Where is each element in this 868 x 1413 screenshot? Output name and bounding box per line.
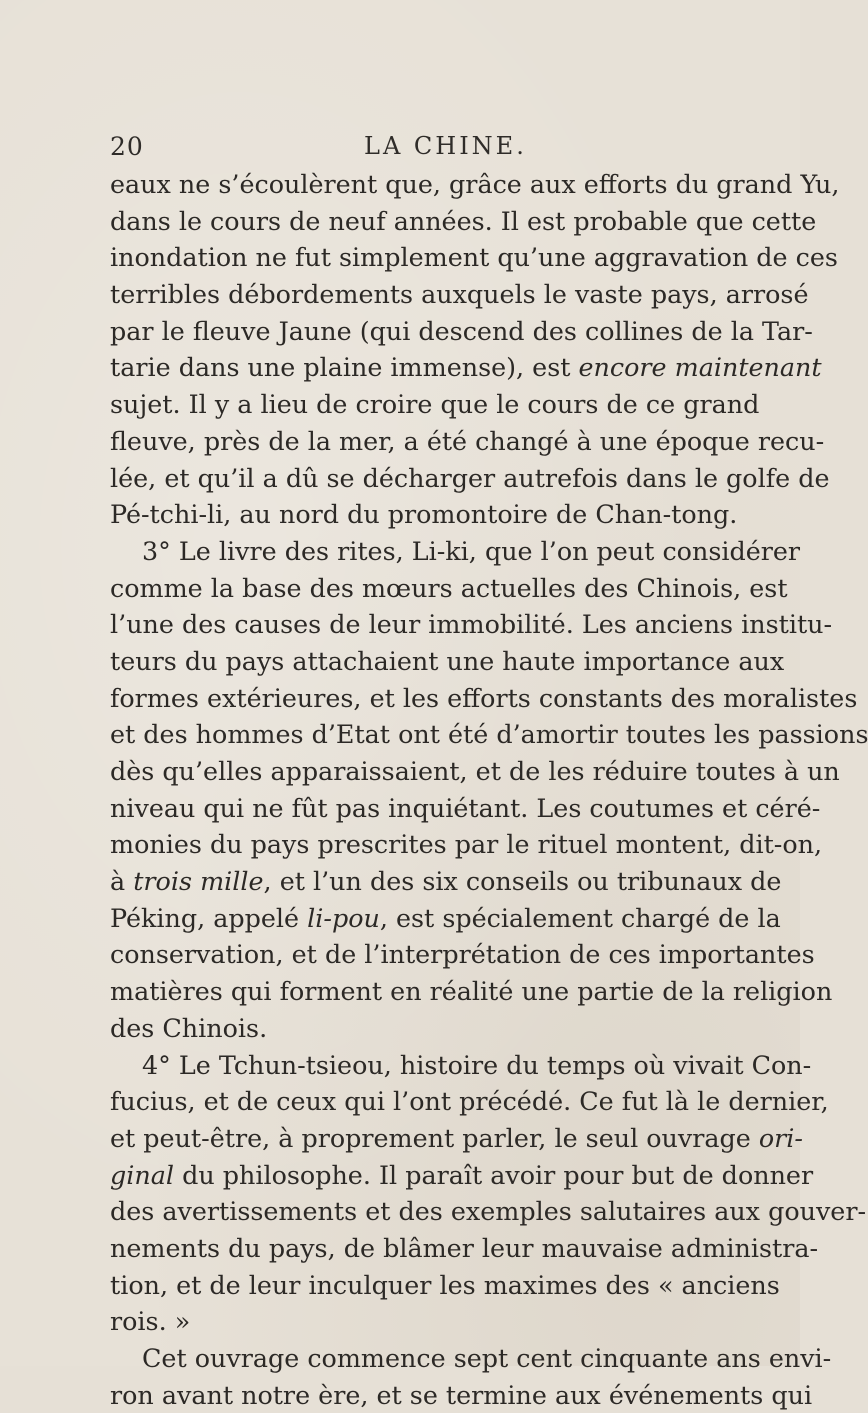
body-text xyxy=(110,166,868,1413)
text-line xyxy=(110,570,788,607)
text-run: et peut-être, à proprement parler, le seul ouvrage xyxy=(110,1122,759,1153)
text-run: 3° Le livre des rites, Li-ki, que l’on peut considérer xyxy=(142,535,801,566)
text-run: eaux ne s’écoulèrent que, grâce aux efforts du grand Yu, xyxy=(110,169,840,199)
text-line xyxy=(110,936,815,973)
text-run: teurs du pays attachaient une haute importance aux xyxy=(110,645,785,676)
text-line xyxy=(110,276,809,313)
text-line xyxy=(110,753,840,790)
running-head: LA CHINE. xyxy=(364,132,527,160)
text-run: , et l’un des six conseils ou tribunaux de xyxy=(263,866,782,897)
text-line xyxy=(110,1230,819,1267)
text-line xyxy=(110,423,825,460)
text-line xyxy=(110,1010,732,1047)
text-line xyxy=(110,1303,732,1340)
text-line xyxy=(110,643,785,680)
text-run: par le fleuve Jaune (qui descend des collines de la Tar- xyxy=(110,315,813,346)
text-line xyxy=(110,716,868,753)
text-line xyxy=(110,533,801,570)
text-line xyxy=(110,1193,867,1230)
text-run: comme la base des mœurs actuelles des Chinois, est xyxy=(110,572,788,603)
text-run: tion, et de leur inculquer les maximes des « anciens xyxy=(110,1269,780,1300)
text-line xyxy=(110,239,838,276)
text-line xyxy=(110,1083,829,1120)
text-line xyxy=(110,496,738,533)
text-run: , est spécialement chargé de la xyxy=(379,902,781,933)
text-line xyxy=(110,863,782,900)
text-run: fucius, et de ceux qui l’ont précédé. Ce fut là le dernier, xyxy=(110,1086,829,1117)
text-run: et des hommes d’Etat ont été d’amortir toutes les passions xyxy=(110,719,868,750)
page-header xyxy=(110,132,730,168)
text-run: inondation ne fut simplement qu’une aggravation de ces xyxy=(110,242,838,273)
text-run: Cet ouvrage commence sept cent cinquante ans envi- xyxy=(142,1343,832,1373)
text-line xyxy=(110,1377,813,1413)
text-run: dans le cours de neuf années. Il est probable que cette xyxy=(110,205,817,236)
text-line xyxy=(110,166,840,203)
text-run: Péking, appelé xyxy=(110,902,308,933)
text-line xyxy=(110,1047,812,1084)
text-run: dès qu’elles apparaissaient, et de les réduire toutes à un xyxy=(110,756,840,786)
text-run: sujet. Il y a lieu de croire que le cours de ce grand xyxy=(110,389,760,420)
italic-text-run: trois mille xyxy=(133,866,264,897)
text-line xyxy=(110,386,760,423)
text-run: fleuve, près de la mer, a été changé à une époque recu- xyxy=(110,425,825,456)
text-run: des Chinois. xyxy=(110,1012,268,1043)
text-line xyxy=(110,460,830,497)
page-number: 20 xyxy=(110,132,144,161)
italic-text-run: ori- xyxy=(758,1122,803,1153)
text-run: tarie dans une plaine immense), est xyxy=(110,352,579,383)
text-run: matières qui forment en réalité une partie de la religion xyxy=(110,976,833,1007)
text-line xyxy=(110,790,821,827)
text-run: du philosophe. Il paraît avoir pour but de donner xyxy=(174,1159,814,1190)
text-run: nements du pays, de blâmer leur mauvaise administra- xyxy=(110,1232,819,1263)
text-line xyxy=(110,680,858,717)
text-run: monies du pays prescrites par le rituel montent, dit-on, xyxy=(110,829,823,860)
italic-text-run: li-pou xyxy=(307,902,380,933)
italic-text-run: encore maintenant xyxy=(578,352,822,383)
text-run: lée, et qu’il a dû se décharger autrefois dans le golfe de xyxy=(110,462,830,493)
text-run: niveau qui ne fût pas inquiétant. Les coutumes et céré- xyxy=(110,792,821,823)
text-run: terribles débordements auxquels le vaste pays, arrosé xyxy=(110,279,809,310)
text-run: conservation, et de l’interprétation de ces importantes xyxy=(110,939,815,970)
text-run: l’une des causes de leur immobilité. Les anciens institu- xyxy=(110,609,833,640)
text-line xyxy=(110,313,813,350)
text-line xyxy=(110,1340,832,1377)
text-run: des avertissements et des exemples salutaires aux gouver- xyxy=(110,1196,867,1227)
text-line xyxy=(110,826,823,863)
text-run: formes extérieures, et les efforts constants des moralistes xyxy=(110,682,858,713)
text-line xyxy=(110,203,817,240)
text-line xyxy=(110,606,833,643)
text-run: 4° Le Tchun-tsieou, histoire du temps où vivait Con- xyxy=(142,1049,812,1080)
text-line xyxy=(110,349,822,386)
text-line xyxy=(110,1157,814,1194)
text-run: ron avant notre ère, et se termine aux événements qui xyxy=(110,1379,813,1410)
text-run: Pé-tchi-li, au nord du promontoire de Chan-tong. xyxy=(110,499,738,530)
text-run: à xyxy=(110,866,134,897)
text-run: rois. » xyxy=(110,1306,191,1337)
text-line xyxy=(110,1267,780,1304)
text-line xyxy=(110,973,833,1010)
text-line xyxy=(110,1120,803,1157)
text-line xyxy=(110,900,781,937)
italic-text-run: ginal xyxy=(110,1159,174,1190)
